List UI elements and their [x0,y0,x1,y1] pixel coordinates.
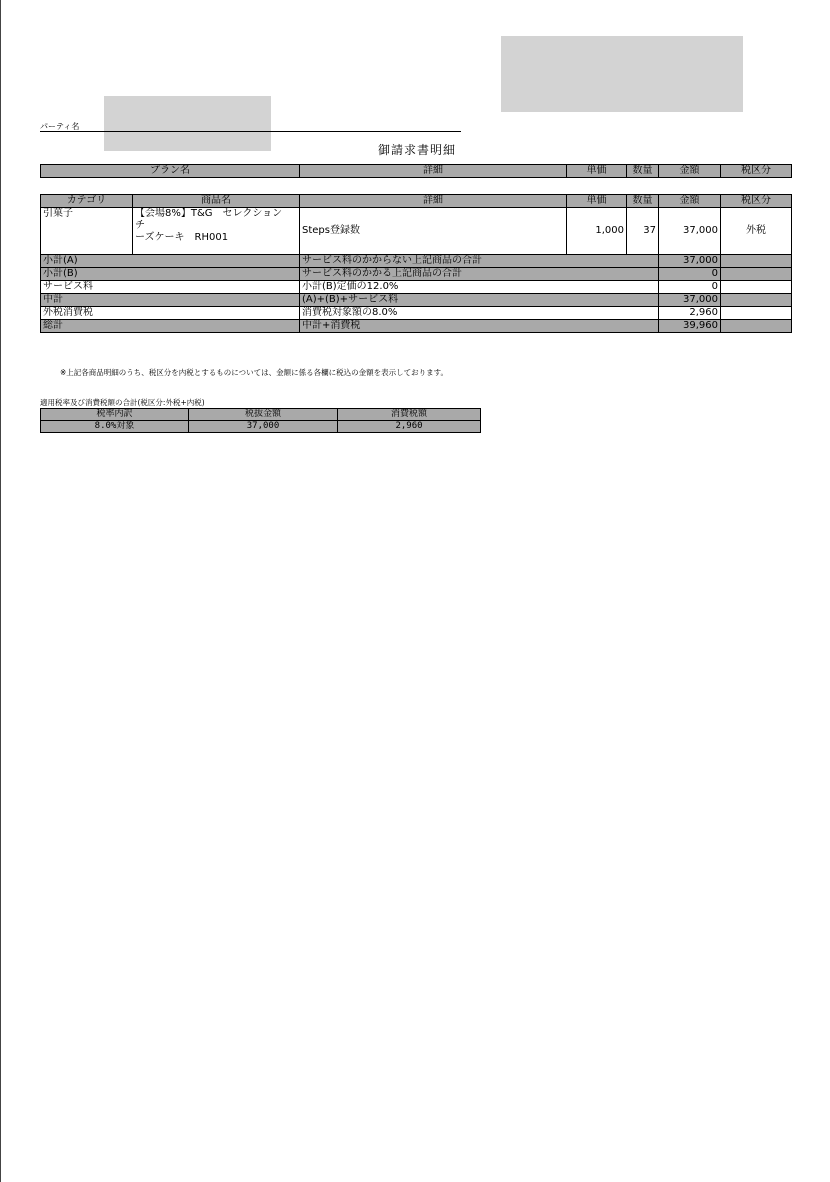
summary-amount: 0 [659,268,721,281]
detail-table [40,194,792,333]
detail-table-header-row [41,195,792,208]
subtotal-a-row [41,255,792,268]
category-header: カテゴリ [41,195,133,208]
summary-amount: 2,960 [659,307,721,320]
plan-tax-class-header: 税区分 [721,165,792,178]
item-unit-price: 1,000 [567,208,627,255]
summary-detail: サービス料のかからない上記商品の合計 [300,255,659,268]
summary-label: 小計(B) [41,268,300,281]
plan-amount-header: 金額 [659,165,721,178]
summary-label: 小計(A) [41,255,300,268]
summary-tax-class [721,320,792,333]
quantity-header: 数量 [627,195,659,208]
item-category: 引菓子 [41,208,133,255]
summary-tax-class [721,268,792,281]
redacted-block-top-right [501,36,743,112]
summary-detail: 中計+消費税 [300,320,659,333]
tax-excluded-amount-value: 37,000 [189,421,338,433]
tax-rate-value: 8.0%対象 [41,421,189,433]
summary-tax-class [721,281,792,294]
summary-tax-class [721,294,792,307]
plan-table-header-row [41,165,792,178]
plan-unit-price-header: 単価 [567,165,627,178]
summary-detail: サービス料のかかる上記商品の合計 [300,268,659,281]
plan-detail-header: 詳細 [300,165,567,178]
summary-label: 総計 [41,320,300,333]
tax-rate-header: 税率内訳 [41,409,189,421]
party-name-underline [40,131,461,132]
consumption-tax-row [41,307,792,320]
redacted-party-name [104,96,271,151]
plan-quantity-header: 数量 [627,165,659,178]
item-amount: 37,000 [659,208,721,255]
subtotal-b-row [41,268,792,281]
item-tax-class: 外税 [721,208,792,255]
item-quantity: 37 [627,208,659,255]
amount-header: 金額 [659,195,721,208]
plan-table [40,164,792,178]
page-border [0,0,1,1182]
tax-summary-row [41,421,481,433]
summary-label: 中計 [41,294,300,307]
item-detail: Steps登録数 [300,208,567,255]
tax-inclusive-note: ※上記各商品明細のうち、税区分を内税とするものについては、金額に係る各欄に税込の金額を表示しております。 [60,368,449,377]
tax-amount-value: 2,960 [338,421,481,433]
item-product-name [133,208,300,255]
tax-class-header: 税区分 [721,195,792,208]
party-name-label: パーティ名 [40,122,80,131]
tax-amount-header: 消費税額 [338,409,481,421]
document-title: 御請求書明細 [378,143,457,157]
summary-tax-class [721,255,792,268]
tax-summary-table [40,408,481,433]
item-product-name-line1: 【会場8%】T&G セレクション チ [135,208,293,231]
tax-excluded-amount-header: 税抜金額 [189,409,338,421]
unit-price-header: 単価 [567,195,627,208]
summary-amount: 0 [659,281,721,294]
tax-summary-header-row [41,409,481,421]
item-product-name-line2: ーズケーキ RH001 [135,232,229,243]
grand-total-row [41,320,792,333]
summary-detail: 消費税対象額の8.0% [300,307,659,320]
summary-detail: 小計(B)定価の12.0% [300,281,659,294]
service-fee-row [41,281,792,294]
product-name-header: 商品名 [133,195,300,208]
mid-total-row [41,294,792,307]
summary-label: 外税消費税 [41,307,300,320]
summary-detail: (A)+(B)+サービス料 [300,294,659,307]
item-row [41,208,792,255]
plan-name-header: プラン名 [41,165,300,178]
detail-header: 詳細 [300,195,567,208]
summary-amount: 39,960 [659,320,721,333]
summary-amount: 37,000 [659,294,721,307]
tax-summary-title: 適用税率及び消費税額の合計(税区分:外税+内税) [40,398,205,407]
summary-tax-class [721,307,792,320]
summary-label: サービス料 [41,281,300,294]
summary-amount: 37,000 [659,255,721,268]
